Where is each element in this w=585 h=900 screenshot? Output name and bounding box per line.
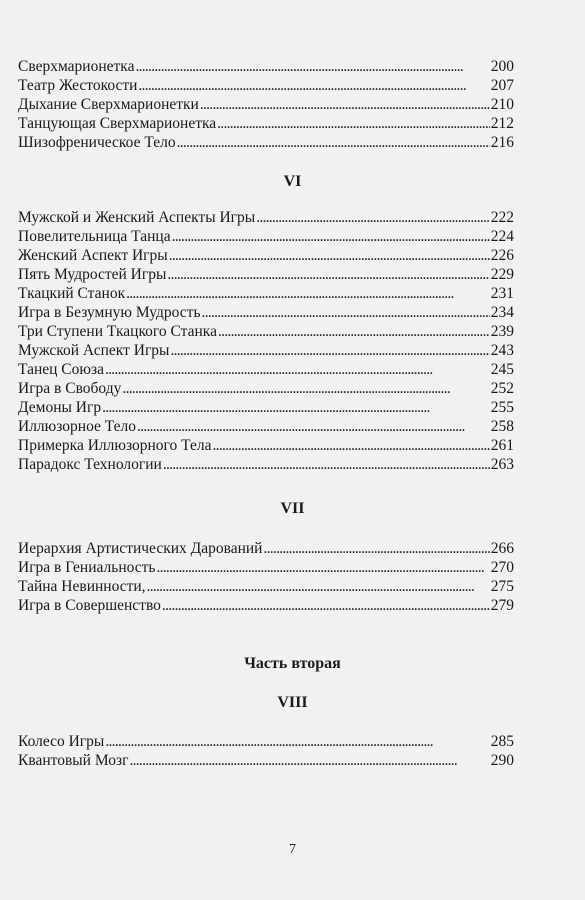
part-heading: Часть вторая (244, 655, 341, 672)
toc-entry: Мужской и Женский Аспекты Игры . . . 222 (18, 208, 514, 227)
toc-entry: Женский Аспект Игры . . . 226 (18, 246, 514, 265)
toc-entry: Ткацкий Станок . . . 231 (18, 284, 514, 303)
toc-entry: Иерархия Артистических Дарований . . . 266 (18, 539, 514, 558)
toc-entry: Пять Мудростей Игры . . . 229 (18, 265, 514, 284)
toc-entry: Сверхмарионетка . . . 200 (18, 57, 514, 76)
toc-entry: Примерка Иллюзорного Тела . . . 261 (18, 436, 514, 455)
section-heading: VII (280, 500, 305, 517)
toc-entry: Танец Союза . . . 245 (18, 360, 514, 379)
toc-group-3 (18, 539, 514, 615)
toc-entry: Дыхание Сверхмарионетки . . . 210 (18, 95, 514, 114)
section-heading: VIII (277, 694, 308, 711)
toc-entry: Мужской Аспект Игры . . . 243 (18, 341, 514, 360)
toc-group-1 (18, 57, 514, 152)
toc-entry: Танцующая Сверхмарионетка . . . 212 (18, 114, 514, 133)
toc-entry: Иллюзорное Тело . . . 258 (18, 417, 514, 436)
toc-entry: Демоны Игр . . . 255 (18, 398, 514, 417)
toc-entry: Игра в Гениальность . . . 270 (18, 558, 514, 577)
page-number: 7 (289, 842, 296, 857)
toc-entry: Повелительница Танца . . . 224 (18, 227, 514, 246)
toc-entry: Парадокс Технологии . . . 263 (18, 455, 514, 474)
toc-entry: Колесо Игры . . . 285 (18, 732, 514, 751)
toc-group-2 (18, 208, 514, 474)
toc-entry: Шизофреническое Тело . . . 216 (18, 133, 514, 152)
toc-entry: Тайна Невинности, . . . 275 (18, 577, 514, 596)
toc-entry: Игра в Безумную Мудрость . . . 234 (18, 303, 514, 322)
toc-entry: Квантовый Мозг . . . 290 (18, 751, 514, 770)
toc-group-4 (18, 732, 514, 770)
toc-entry: Игра в Свободу . . . 252 (18, 379, 514, 398)
toc-entry: Игра в Совершенство . . . 279 (18, 596, 514, 615)
toc-entry: Три Ступени Ткацкого Станка . . . 239 (18, 322, 514, 341)
toc-entry: Театр Жестокости . . . 207 (18, 76, 514, 95)
section-heading: VI (283, 173, 302, 190)
